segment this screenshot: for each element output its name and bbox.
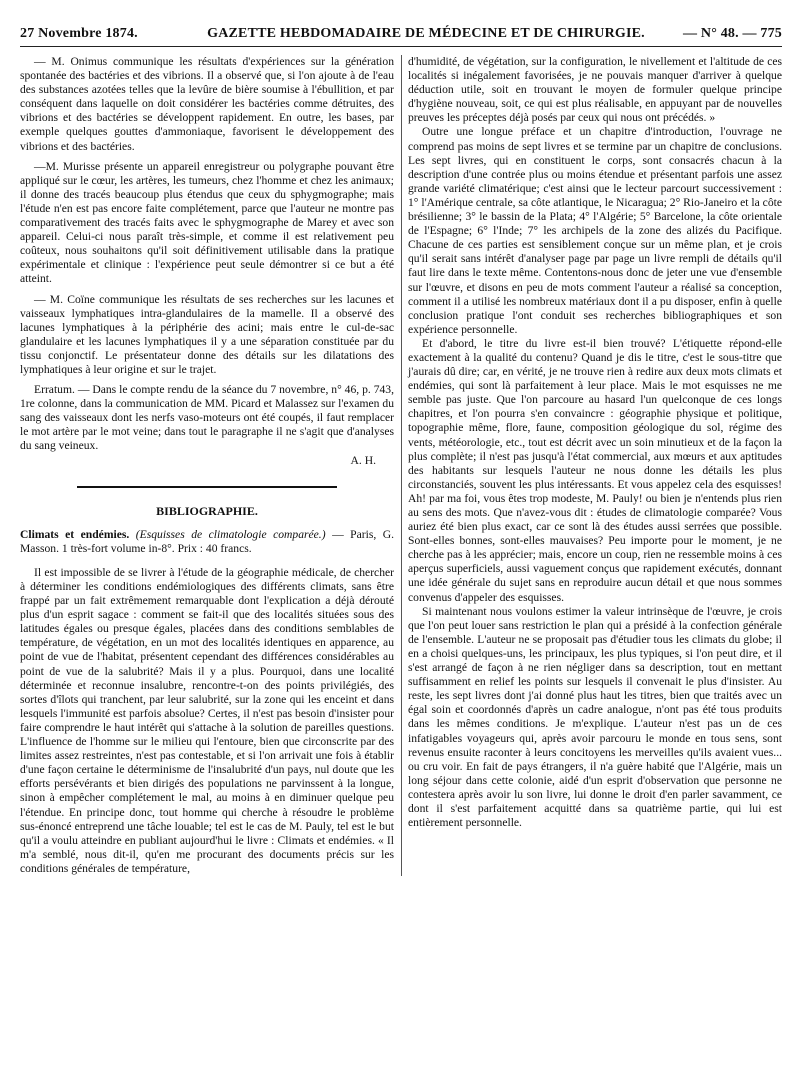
book-publication: — Paris, G. Masson. 1 très-fort volume in-8°. Prix : 40 francs. (20, 527, 394, 555)
column-divider (401, 55, 402, 876)
section-separator (77, 486, 337, 488)
paragraph-quote-continued: d'humidité, de végétation, sur la configuration, le nivellement et l'altitude de ces localités si inégalement favorisées, je ne pouvais manquer d'arriver à quelque déduction utile, soit en trouvant le moyen de formuler quelque principe d'hygiène nouveau, soit, ce qui est plus réalisable, en appuyant par de nouvelles preuves les préceptes déjà posés par ceux qui nous ont précédés. » (408, 55, 782, 125)
text-columns (20, 55, 782, 876)
page-header (20, 26, 782, 47)
right-column (408, 55, 782, 876)
paragraph-review-intro: Il est impossible de se livrer à l'étude de la géographie médicale, de chercher à déterminer les conditions endémiologiques des différents climats, sans être frappé par un fait extrêmement remarquable dont l'explication a déjà dérouté plus d'un esprit sagace : comment se fait-il que des localités situées sous des latitudes égales ou presque égales, placées dans des conditions semblables de température, de végétation, en un mot des localités identiques en apparence, au point de vue de l'habitat, présentent cependant des différences considérables au point de vue de la salubrité? Mais il y a plus. Pourquoi, dans une localité déterminée et reconnue insalubre, rencontre-t-on des points privilégiés, des sortes d'îlots qui tranchent, par leur salubrité, sur la zone qui les enceint et dans lesquels l'immunité est parfois absolue? Certes, il n'est pas besoin d'insister pour faire comprendre le haut intérêt qui s'attache à la solution de pareilles questions. L'influence de l'homme sur le milieu qui l'entoure, bien que circonscrite par des limites assez restreintes, n'est pas contestable, et si l'on arrivait une fois à établir d'une façon certaine le déterminisme de l'insalubrité d'un pays, nul doute que les efforts persévérants et bien dirigés des populations ne parvinssent à la longue, sinon à empêcher complétement le mal, au moins à en diminuer quelque peu l'étendue. En principe donc, tout homme qui cherche à résoudre le problème sus-énoncé entreprend une tâche louable; tel est le cas de M. Pauly, tel est le but qu'il a voulu atteindre en publiant aujourd'hui le livre : Climats et endémies. « Il m'a semblé, nous dit-il, qu'en me procurant des documents précis sur les conditions générales de température, (20, 565, 394, 875)
left-column (20, 55, 394, 876)
book-subtitle: (Esquisses de climatologie comparée.) (135, 527, 326, 541)
paragraph-onimus: — M. Onimus communique les résultats d'expériences sur la génération spontanée des bactéries et des vibrions. Il a observé que, si l'on ajoute à de l'eau des substances azotées telles que la levûre de bière soumise à l'ébullition, et par conséquent dans laquelle on doit considérer les bactéries comme détruites, des vibrions et des bactéries se développent rapidement. En outre, les bases, par exemple quelques gouttes d'ammoniaque, favorisent le développement des vibrions et des bactéries. (20, 55, 394, 153)
bibliography-heading: BIBLIOGRAPHIE. (156, 503, 258, 518)
paragraph-coine: — M. Coïne communique les résultats de ses recherches sur les lacunes et vaisseaux lymphatiques intra-glandulaires de la mamelle. Il a observé des lacunes lymphatiques à la périphérie des acini; mais entre le cul-de-sac glandulaire et les lacunes lymphatiques il y a une séparation constituée par du tissu conjonctif. Le présentateur donne des détails sur les dilatations des lymphatiques à leur origine et sur le trajet. (20, 292, 394, 376)
issue-number: — N° 48. — 775 (682, 26, 782, 41)
paragraph-book-value: Si maintenant nous voulons estimer la valeur intrinsèque de l'œuvre, je crois que l'on peut louer sans restriction le plan qui a présidé à la confection générale de l'ensemble. L'auteur ne se proposait pas d'étudier tous les climats du globe; il en a choisi quelques-uns, les principaux, les plus typiques, si l'on peut dire, et il s'est arrangé de façon à ne rien négliger dans sa description, tout en mettant suffisamment en relief les points sur lesquels il convenait le plus d'insister. Au reste, les sept livres dont j'ai donné plus haut les titres, bien que traités avec un égal soin et coordonnés d'après un cadre analogue, n'ont pas été tous produits dans les mêmes conditions. Je m'explique. L'auteur n'est pas un de ces infatigables voyageurs qui, après avoir parcouru le monde en tous sens, sont revenus ensuite raconter à leurs concitoyens les merveilles qu'ils avaient vues... ou cru voir. En fait de pays étrangers, il n'a guère habité que l'Algérie, mais un long séjour dans cette colonie, aidé d'un esprit d'observation que personne ne contestera après avoir lu son livre, lui donne le droit d'en parler savamment, ce dont il s'est parfaitement acquitté dans sa quatrième partie, qui lui est entièrement personnelle. (408, 604, 782, 830)
paragraph-book-outline: Outre une longue préface et un chapitre d'introduction, l'ouvrage ne comprend pas moins de sept livres et se termine par un chapitre de conclusions. Les sept livres, qui en constituent le corps, sont consacrés chacun à la description d'une contrée plus ou moins étendue et présentant parfois une assez grande variété climatérique; c'est ainsi que le lecteur parcourt successivement : 1° l'Amérique centrale, sa côte atlantique, le Nicaragua; 2° Rio-Janeiro et la côte brésilienne; 3° le bassin de la Plata; 4° l'Algérie; 5° Barcelone, la côte orientale de l'Espagne; 6° l'Inde; 7° les archipels de la zone des alizés du Pacifique. Chacune de ces parties est sensiblement conçue sur un même plan, et je crois qu'il serait sans intérêt d'analyser page par page un livre rempli de détails qu'il faut lire dans le texte même. Contentons-nous donc de jeter une vue d'ensemble sur l'œuvre, et disons en peu de mots comment l'auteur a réalisé sa conception, comment il a utilisé les nombreux matériaux dont il a pu disposer, enfin à quelle conclusion pratique l'ont conduit ses recherches bibliographiques et son expérience personnelle. (408, 125, 782, 336)
paragraph-title-critique: Et d'abord, le titre du livre est-il bien trouvé? L'étiquette répond-elle exactement à la qualité du contenu? Quand je dis le titre, c'est le sous-titre que j'aurais dû dire; car, en vérité, je ne trouve rien à redire aux deux mots climats et endémies, qui sont là parfaitement à leur place. Mais le mot esquisses ne me semble pas juste. Que l'on parcoure au hasard l'un quelconque de ces longs chapitres, et l'on pourra s'en convaincre : géographie physique et politique, topographie même, flore, faune, composition géologique du sol, régime des vents, météorologie, etc., tout est décrit avec un soin minutieux et de la façon la plus complète; il n'est pas jusqu'à l'état commercial, aux mœurs et aux aptitudes des habitants sur lesquels l'auteur ne nous donne les détails les plus circonstanciés, souvent les plus intéressants. Et vous appelez cela des esquisses! Ah! par ma foi, vous êtes trop modeste, M. Pauly! ou bien je n'entends plus rien au sens des mots. Que n'avez-vous dit : études de climatologie comparée? Vous auriez été bien plus exact, car ce sont là des études aussi serrées que possible. Sont-elles bonnes, sont-elles mauvaises? Peu importe pour le moment, je ne cherche pas à les apprécier; mais, encore un coup, rien ne ressemble moins à ces aperçus superficiels, aussi vaguement conçus que rapidement exécutés, donnant une idée générale du sujet sans en reproduire aucun détail et que nous sommes convenus d'appeler des esquisses. (408, 336, 782, 604)
paragraph-erratum: Erratum. — Dans le compte rendu de la séance du 7 novembre, n° 46, p. 743, 1re colonne, dans la communication de MM. Picard et Malassez sur l'examen du sang des vaisseaux dont les nerfs vaso-moteurs ont été coupés, il faut remplacer le mot artère par le mot veine; dans tout le paragraphe il ne s'agit que d'analyses du sang veineux. (20, 383, 394, 453)
paragraph-murisse: —M. Murisse présente un appareil enregistreur ou polygraphe pouvant être appliqué sur le cœur, les artères, les tumeurs, chez l'homme et chez les animaux; il donne des tracés beaucoup plus étendus que ceux du sphygmographe; mais l'étude n'en est pas encore faite complétement, parce que l'auteur ne montre pas comparativement des tracés faits avec le sphygmographe de Marey et avec son appareil. Celui-ci nous paraît très-simple, et comme il est relativement peu coûteux, nous souhaitons qu'il soit définitivement utilisable dans la pratique expérimentale et clinique : l'expérience peut seule démontrer si ce but a été atteint. (20, 159, 394, 286)
issue-date: 27 Novembre 1874. (20, 26, 138, 41)
book-title: Climats et endémies. (20, 527, 130, 541)
journal-title: GAZETTE HEBDOMADAIRE DE MÉDECINE ET DE CHIRURGIE. (207, 26, 645, 41)
book-entry (20, 528, 394, 556)
signature: A. H. (350, 453, 376, 467)
